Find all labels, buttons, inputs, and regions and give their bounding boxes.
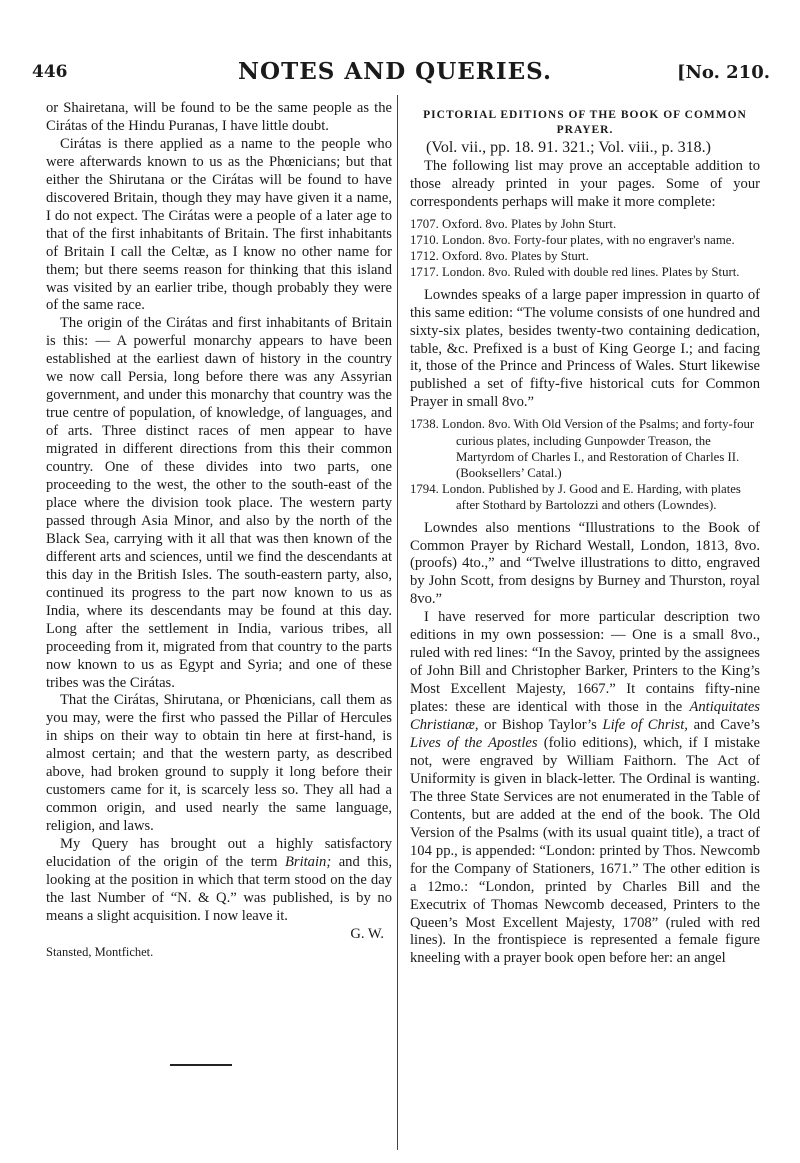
- edition-list: [410, 416, 760, 513]
- left-column: [46, 100, 392, 961]
- reference-line: (Vol. vii., pp. 18. 91. 321.; Vol. viii., p. 318.): [426, 139, 711, 156]
- list-item: 1794. London. Published by J. Good and E. Harding, with plates after Stothard by Bartolozzi and others (Lowndes).: [410, 482, 741, 513]
- edition-list: [410, 216, 760, 281]
- paragraph: Cirátas is there applied as a name to the people who were afterwards known to us as the Phœnicians; but that either the Shirutana or the Cirátas will be found to have discovered Britain, though they may have given it a name, I do not expect. The Cirátas were a people of a later age to that of the first inhabitants of Britain. The first inhabitants of Britain I call the Celtæ, as I know no other name for them; but there seems reason for thinking that this island was visited by an earlier tribe, though probably they were of the same race.: [46, 135, 392, 314]
- paragraph: I have reserved for more particular description two editions in my own possession: — One is a small 8vo., ruled with red lines: “In the Savoy, printed by the assignees of John Bill and Christopher Barker, Printers to the King’s Most Excellent Majesty, 1667.” It contains fifty-nine plates: these are identical with those in the Antiquitates Christianæ, or Bishop Taylor’s Life of Christ, and Cave’s Lives of the Apostles (folio editions), which, if I mistake not, were engraved by William Faithorn. The Act of Uniformity is given in black-letter. The Ordinal is wanting. The three State Services are not enumerated in the Table of Contents, but are added at the end of the book. The Old Version of the Psalms (with its usual quaint title), a tract of 104 pp., is appended: “London: printed by Thos. Newcomb for the Company of Stationers, 1671.” The other edition is a 12mo.: “London, printed by Charles Bill and the Executrix of Thomas Newcomb deceased, Printers to the Queen’s Most Excellent Majesty, 1708” (ruled with red lines). In the frontispiece is represented a female figure kneeling with a prayer book open before her: an angel: [410, 609, 760, 967]
- issue-number: [No. 210.: [676, 62, 770, 83]
- list-item: 1717. London. 8vo. Ruled with double red lines. Plates by Sturt.: [410, 265, 740, 280]
- paragraph: Lowndes also mentions “Illustrations to the Book of Common Prayer by Richard Westall, London, 1813, 8vo. (proofs) 4to.,” and “Twelve illustrations to ditto, engraved by John Scott, from designs by Burney and Thurston, royal 8vo.”: [410, 519, 760, 608]
- column-divider: [397, 95, 398, 1150]
- paragraph: The origin of the Cirátas and first inhabitants of Britain is this: — A powerful monarchy appears to have been established at the earliest dawn of history in the country we now call Persia, long before there was any Assyrian government, and under this monarchy that country was the true centre of population, of knowledge, of languages, and of arts. Three distinct races of men appear to have migrated in different directions from this their common country. One of these divides into two parts, one proceeding to the west, the other to the south-east of the place where the division took place. The western party passed through Asia Minor, and also by the north of the Black Sea, carrying with it all that was then known of the different arts and sciences, until we find the descendants at this day in the British Isles. The south-eastern party, also, continued its progress to the part now known to us as India, where its descendants may be found at this day. Long after the settlement in India, various tribes, all proceeding from it, migrated from that country to the parts now known to us as Egypt and Syria; and one of these tribes was the Cirátas.: [46, 315, 392, 691]
- paragraph: My Query has brought out a highly satisfactory elucidation of the origin of the term Britain; and this, looking at the position in which that term stood on the day the last Number of “N. & Q.” was published, is by no means a slight acquisition. I now leave it.: [46, 836, 393, 924]
- paragraph: That the Cirátas, Shirutana, or Phœnicians, call them as you may, were the first who passed the Pillar of Hercules in ships on their way to obtain tin here at first-hand, is almost certain; and that the western party, as described above, had broken ground to supply it long before their customers came for it, is scarcely less so. They all had a common origin, and used nearly the same language, religion, and laws.: [46, 692, 392, 835]
- signature-block: [46, 926, 392, 961]
- place-name: Stansted, Montfichet.: [46, 944, 154, 959]
- list-item: 1738. London. 8vo. With Old Version of the Psalms; and forty-four curious plates, including Gunpowder Treason, the Martyrdom of Charles I., and Restoration of Charles II. (Booksellers’ Catal.): [410, 417, 755, 480]
- paragraph: or Shairetana, will be found to be the same people as the Cirátas of the Hindu Puranas, I have little doubt.: [46, 100, 392, 134]
- running-title: NOTES AND QUERIES.: [238, 58, 552, 85]
- list-item: 1707. Oxford. 8vo. Plates by John Sturt.: [410, 216, 617, 231]
- paragraph: Lowndes speaks of a large paper impression in quarto of this same edition: “The volume consists of one hundred and sixty-six plates, besides twenty-two containing dedication, table, &c. Prefixed is a bust of King George I.; and facing it, those of the Prince and Princess of Wales. Sturt likewise published a set of fifty-five historical cuts for Common Prayer in small 8vo.”: [410, 286, 760, 411]
- paragraph: The following list may prove an acceptable addition to those already printed in your pages. Some of your correspondents perhaps will make it more complete:: [410, 158, 760, 210]
- list-item: 1712. Oxford. 8vo. Plates by Sturt.: [410, 249, 589, 264]
- section-rule: [170, 1064, 232, 1066]
- right-column: [410, 108, 760, 968]
- page-header: [30, 58, 770, 90]
- list-item: 1710. London. 8vo. Forty-four plates, with no engraver's name.: [410, 233, 735, 248]
- page-number: 446: [32, 62, 68, 82]
- signature: G. W.: [350, 925, 384, 942]
- article-title: PICTORIAL EDITIONS OF THE BOOK OF COMMON PRAYER.: [423, 109, 747, 136]
